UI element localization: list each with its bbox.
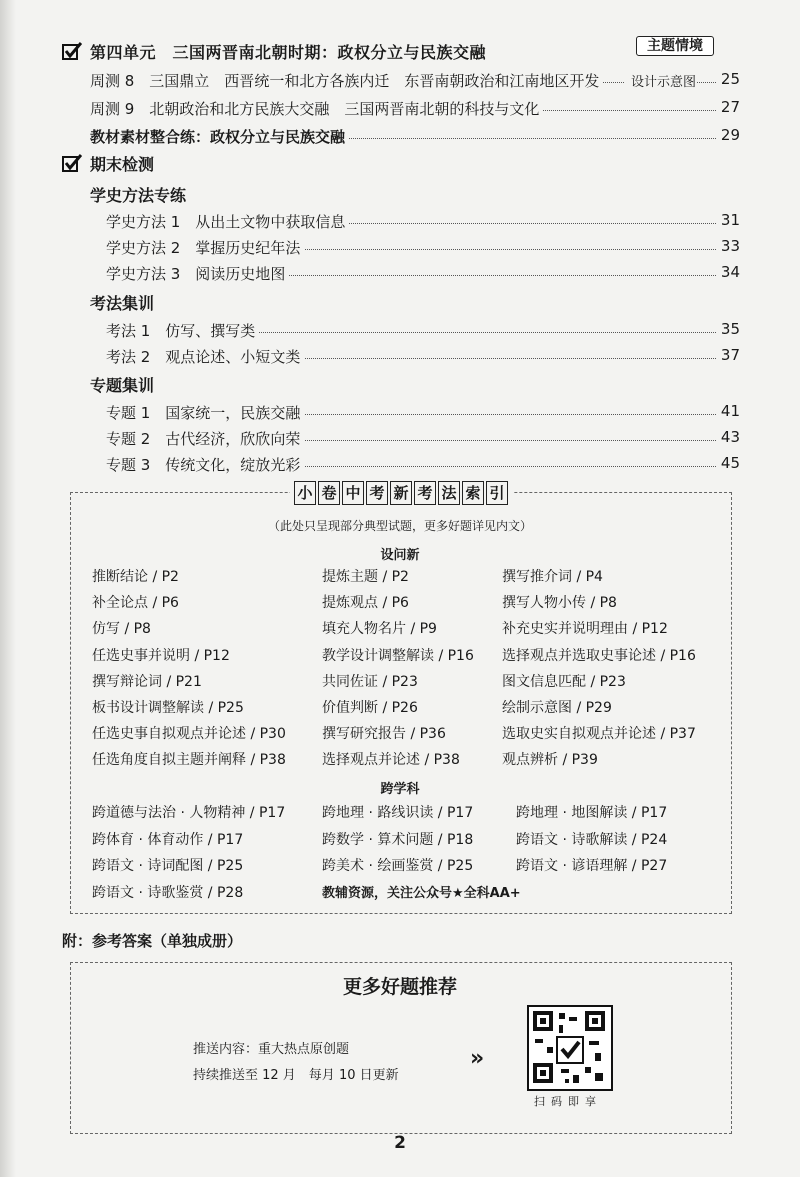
index-new-item: 板书设计调整解读 / P25 <box>92 700 244 716</box>
recommend-schedule: 持续推送至 12 月 每月 10 日更新 <box>193 1068 399 1083</box>
recommend-content: 推送内容：重大热点原创题 <box>193 1042 350 1057</box>
index-new-item: 选择观点并论述 / P38 <box>322 752 460 769</box>
section-title: 期末检测 <box>90 155 155 174</box>
toc-page: 35 <box>720 320 740 338</box>
toc-row[interactable] <box>106 211 740 233</box>
toc-label: 考法 2 观点论述、小短文类 <box>106 346 304 367</box>
unit-title: 第四单元 三国两晋南北朝时期：政权分立与民族交融 <box>90 43 487 62</box>
index-cross-item: 跨语文 · 诗词配图 / P25 <box>92 858 244 874</box>
index-new-item: 任选史事自拟观点并论述 / P30 <box>92 726 286 743</box>
index-new-item: 填充人物名片 / P9 <box>322 621 437 638</box>
toc-row[interactable] <box>90 70 740 92</box>
index-new-item: 教学设计调整解读 / P16 <box>322 647 474 664</box>
index-new-item: 补全论点 / P6 <box>92 595 179 612</box>
toc-row[interactable] <box>90 126 740 148</box>
checkbox-icon <box>62 154 82 172</box>
index-cross-item: 跨语文 · 诗歌解读 / P24 <box>516 831 668 848</box>
index-new-item: 图文信息匹配 / P23 <box>502 673 626 690</box>
toc-label: 专题 2 古代经济，欣欣向荣 <box>106 428 304 449</box>
qr-caption: 扫码即享 <box>534 1095 602 1108</box>
index-new-item: 观点辨析 / P39 <box>502 752 598 769</box>
qr-code-icon[interactable] <box>527 1005 613 1091</box>
toc-page: 31 <box>720 211 740 229</box>
index-new-item: 提炼主题 / P2 <box>322 569 409 585</box>
index-cross-item: 跨语文 · 谚语理解 / P27 <box>516 858 668 874</box>
toc-label: 考法 1 仿写、撰写类 <box>106 320 259 341</box>
group-title: 专题集训 <box>90 376 155 395</box>
checkbox-icon <box>62 42 82 60</box>
toc-label: 专题 1 国家统一，民族交融 <box>106 402 304 423</box>
index-title-char: 新 <box>390 481 412 505</box>
index-category: 跨学科 <box>380 782 420 797</box>
toc-row[interactable] <box>106 428 740 450</box>
index-new-item: 选取史实自拟观点并论述 / P37 <box>502 726 696 743</box>
index-title-char: 索 <box>462 481 484 505</box>
index-title-char: 考 <box>414 481 436 505</box>
index-new-item: 撰写推介词 / P4 <box>502 569 603 585</box>
index-cross-item: 跨道德与法治 · 人物精神 / P17 <box>92 805 286 821</box>
index-cross-item: 跨数学 · 算术问题 / P18 <box>322 831 474 848</box>
index-new-item: 提炼观点 / P6 <box>322 595 409 612</box>
index-title-char: 中 <box>342 481 364 505</box>
index-cross-item: 跨地理 · 地图解读 / P17 <box>516 805 668 821</box>
index-new-item: 撰写研究报告 / P36 <box>322 726 446 743</box>
index-cross-item: 跨体育 · 体育动作 / P17 <box>92 831 244 848</box>
promo-text: 教辅资源，关注公众号★全科AA+ <box>322 885 521 901</box>
index-category: 设问新 <box>380 548 420 563</box>
index-new-item: 任选史事并说明 / P12 <box>92 647 230 664</box>
index-cross-item: 跨美术 · 绘画鉴赏 / P25 <box>322 858 474 874</box>
group-title: 学史方法专练 <box>90 186 187 205</box>
index-title-char: 法 <box>438 481 460 505</box>
index-new-item: 绘制示意图 / P29 <box>502 700 612 716</box>
toc-page: 41 <box>720 402 740 420</box>
toc-page: 27 <box>720 98 740 116</box>
index-title-char: 引 <box>486 481 508 505</box>
toc-row[interactable] <box>106 263 740 285</box>
toc-page: 29 <box>720 126 740 144</box>
appendix-note: 附：参考答案（单独成册） <box>62 932 243 950</box>
page-edge-shadow <box>0 0 16 1177</box>
toc-page: 45 <box>720 454 740 472</box>
page-number: 2 <box>394 1133 406 1153</box>
toc-page: 34 <box>720 263 740 281</box>
index-new-item: 任选角度自拟主题并阐释 / P38 <box>92 752 286 769</box>
index-new-item: 选择观点并选取史事论述 / P16 <box>502 647 696 664</box>
index-cross-item: 跨地理 · 路线识读 / P17 <box>322 805 474 821</box>
theme-tag: 主题情境 <box>636 36 714 56</box>
index-new-item: 价值判断 / P26 <box>322 700 418 716</box>
toc-row[interactable] <box>90 98 740 120</box>
double-arrow-icon: » <box>470 1046 485 1071</box>
toc-row[interactable] <box>106 346 740 368</box>
index-new-item: 仿写 / P8 <box>92 621 151 638</box>
recommend-title: 更多好题推荐 <box>342 976 457 998</box>
group-title: 考法集训 <box>90 294 155 313</box>
toc-row[interactable] <box>106 237 740 259</box>
toc-page: 33 <box>720 237 740 255</box>
toc-row[interactable] <box>106 402 740 424</box>
toc-label: 学史方法 1 从出土文物中获取信息 <box>106 211 349 232</box>
toc-label: 专题 3 传统文化，绽放光彩 <box>106 454 304 475</box>
toc-page: 37 <box>720 346 740 364</box>
toc-label: 教材素材整合练：政权分立与民族交融 <box>90 126 349 147</box>
index-title-char: 考 <box>366 481 388 505</box>
index-new-item: 补充史实并说明理由 / P12 <box>502 621 668 638</box>
toc-row[interactable] <box>106 320 740 342</box>
toc-label: 学史方法 2 掌握历史纪年法 <box>106 237 304 258</box>
index-note: （此处只呈现部分典型试题，更多好题详见内文） <box>267 519 532 533</box>
index-new-item: 撰写辩论词 / P21 <box>92 673 202 690</box>
index-title-char: 小 <box>294 481 316 505</box>
toc-label: 学史方法 3 阅读历史地图 <box>106 263 289 284</box>
index-new-item: 共同佐证 / P23 <box>322 673 418 690</box>
index-title-char: 卷 <box>318 481 340 505</box>
index-title <box>290 481 514 507</box>
toc-extra: 设计示意图 <box>625 71 696 90</box>
index-new-item: 撰写人物小传 / P8 <box>502 595 617 612</box>
toc-page: 43 <box>720 428 740 446</box>
toc-row[interactable] <box>106 454 740 476</box>
toc-label: 周测 9 北朝政治和北方民族大交融 三国两晋南北朝的科技与文化 <box>90 98 543 119</box>
index-new-item: 推断结论 / P2 <box>92 569 179 585</box>
toc-label: 周测 8 三国鼎立 西晋统一和北方各族内迁 东晋南朝政治和江南地区开发 <box>90 70 603 91</box>
toc-page: 25 <box>720 70 740 88</box>
index-cross-item: 跨语文 · 诗歌鉴赏 / P28 <box>92 884 244 901</box>
